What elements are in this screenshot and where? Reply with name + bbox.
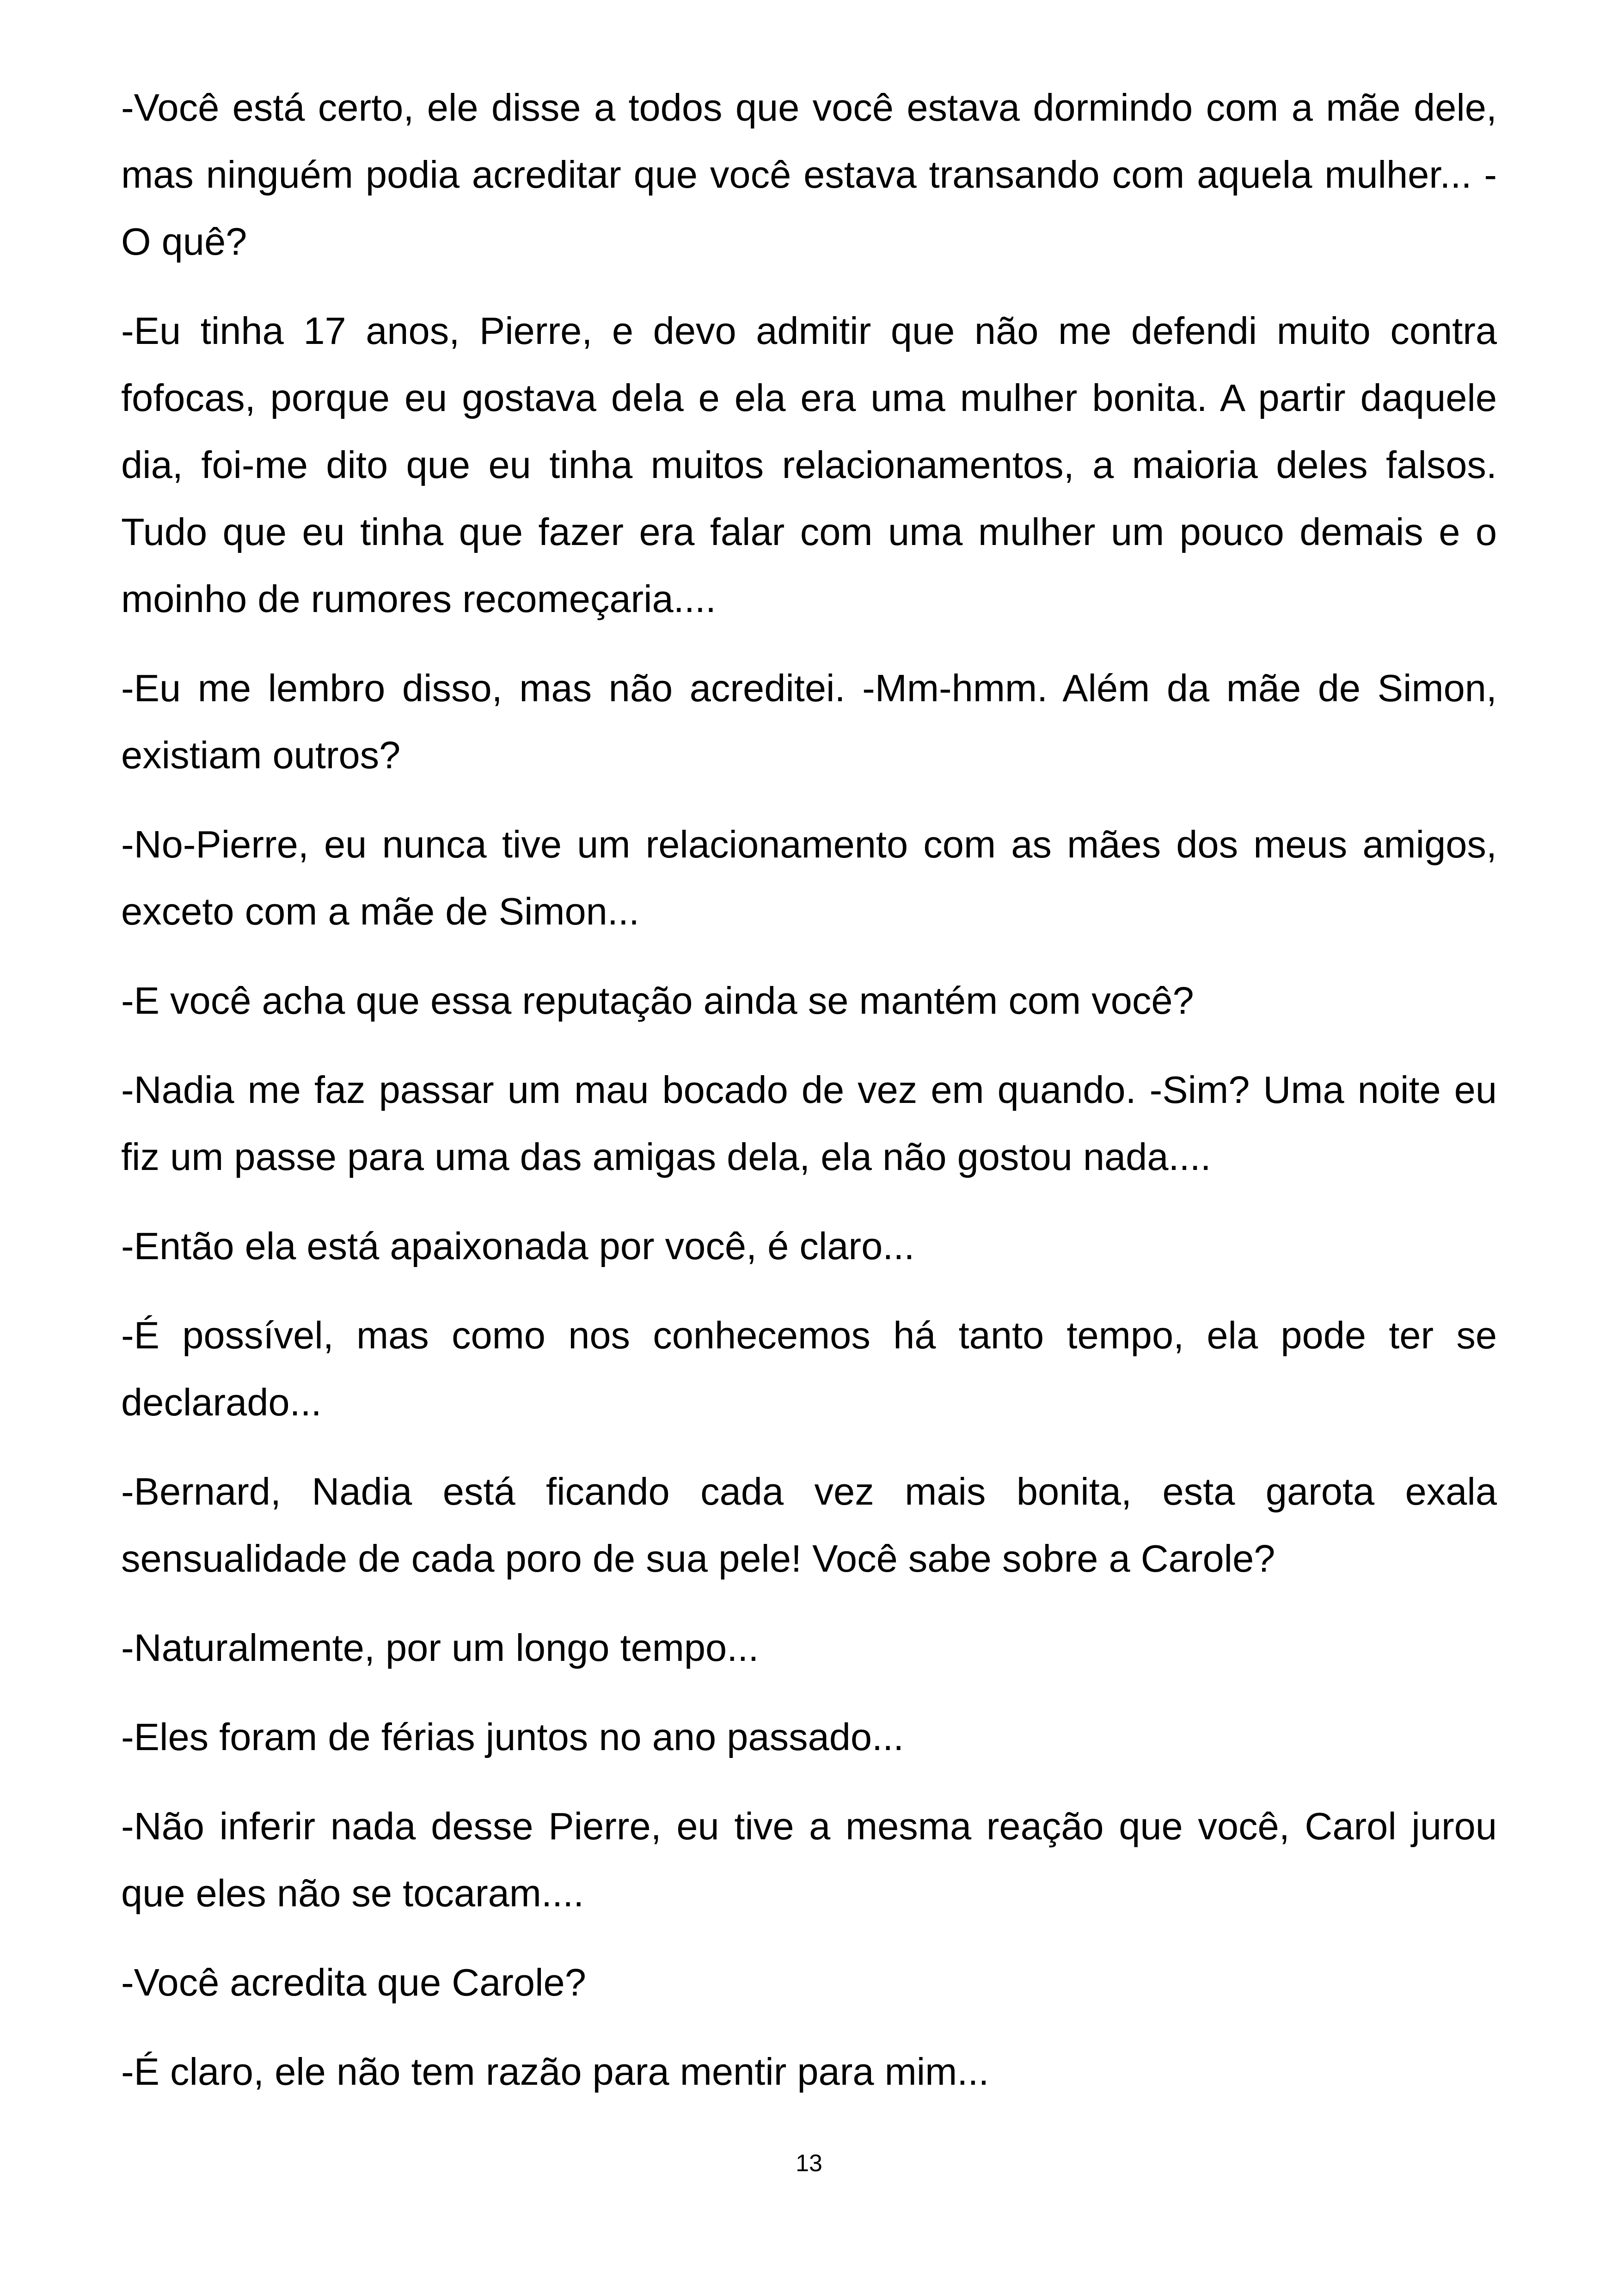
page-number: 13 xyxy=(796,2150,822,2177)
paragraph: -É possível, mas como nos conhecemos há tanto tempo, ela pode ter se declarado... xyxy=(121,1314,1497,1424)
paragraph: -Bernard, Nadia está ficando cada vez mais bonita, esta garota exala sensualidade de cada poro de sua pele! Você sabe sobre a Carole? xyxy=(121,1470,1497,1580)
paragraph: -É claro, ele não tem razão para mentir para mim... xyxy=(121,2050,989,2093)
paragraph: -Nadia me faz passar um mau bocado de vez em quando. -Sim? Uma noite eu fiz um passe para uma das amigas dela, ela não gostou nada.... xyxy=(121,1068,1497,1178)
paragraph: -Eu me lembro disso, mas não acreditei. -Mm-hmm. Além da mãe de Simon, existiam outros? xyxy=(121,667,1497,777)
paragraph: -Não inferir nada desse Pierre, eu tive a mesma reação que você, Carol jurou que eles não se tocaram.... xyxy=(121,1805,1497,1915)
paragraph: -Você está certo, ele disse a todos que você estava dormindo com a mãe dele, mas ninguém podia acreditar que você estava transando com aquela mulher... -O quê? xyxy=(121,86,1497,263)
paragraph: -E você acha que essa reputação ainda se mantém com você? xyxy=(121,979,1194,1022)
paragraph: -No-Pierre, eu nunca tive um relacionamento com as mães dos meus amigos, exceto com a mãe de Simon... xyxy=(121,823,1497,933)
paragraph: -Você acredita que Carole? xyxy=(121,1961,586,2004)
paragraph: -Eles foram de férias juntos no ano passado... xyxy=(121,1715,904,1758)
paragraph: -Eu tinha 17 anos, Pierre, e devo admitir que não me defendi muito contra fofocas, porque eu gostava dela e ela era uma mulher bonita. A partir daquele dia, foi-me dito que eu tinha muitos relacionamentos, a maioria deles falsos. Tudo que eu tinha que fazer era falar com uma mulher um pouco demais e o moinho de rumores recomeçaria.... xyxy=(121,309,1497,620)
paragraph: -Então ela está apaixonada por você, é claro... xyxy=(121,1225,915,1267)
body-text xyxy=(121,74,1497,2127)
paragraph: -Naturalmente, por um longo tempo... xyxy=(121,1626,759,1669)
